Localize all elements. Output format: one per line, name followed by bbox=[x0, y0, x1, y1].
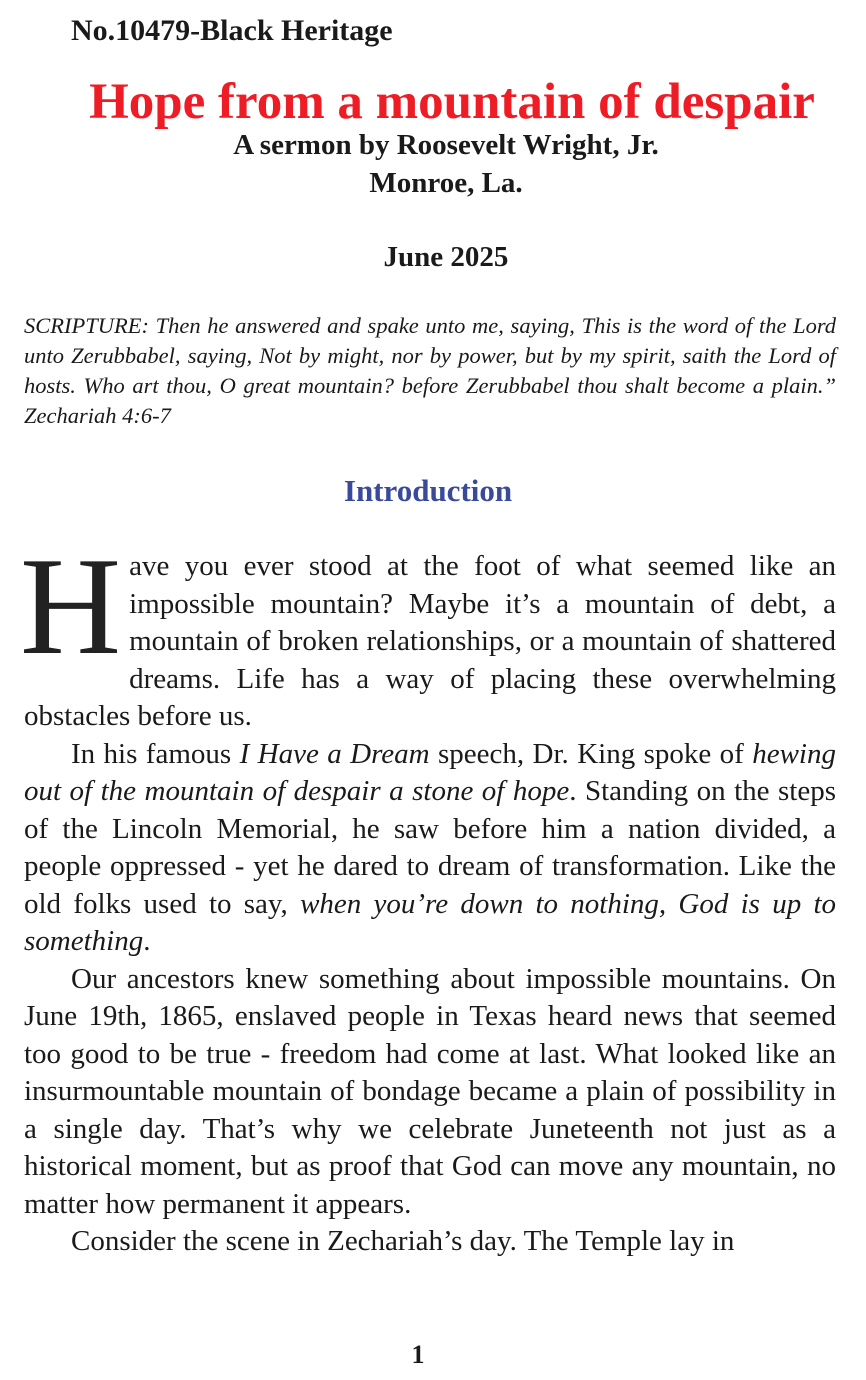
series-number: No.10479-Black Heritage bbox=[71, 14, 393, 47]
byline: A sermon by Roosevelt Wright, Jr. bbox=[233, 129, 659, 161]
quotation: hewing out of the mountain of despair a stone of hope bbox=[24, 737, 836, 807]
paragraph bbox=[24, 961, 836, 1224]
date: June 2025 bbox=[383, 241, 509, 273]
paragraph-text: speech, Dr. King spoke of bbox=[429, 737, 753, 770]
paragraph-text: Consider the scene in Zechariah’s day. The Temple lay in bbox=[71, 1225, 735, 1257]
location: Monroe, La. bbox=[369, 167, 523, 199]
paragraph-text: . bbox=[143, 925, 151, 957]
paragraph bbox=[24, 1223, 836, 1261]
scripture-passage: SCRIPTURE: Then he answered and spake unto me, saying, This is the word of the Lord unto Zerubbabel, saying, Not by might, nor by power, but by my spirit, saith the Lord of hosts. Who art thou, O great mountain? before Zerubbabel thou shalt become a plain.” Zechariah 4:6-7 bbox=[24, 313, 836, 428]
paragraph-text: Our ancestors knew something about impossible mountains. On June 19th, 1865, enslaved people in Texas heard news that seemed too good to be true - freedom had come at last. What looked like an insurmountable mountain of bondage became a plain of possibility in a single day. That’s why we celebrate Juneteenth not just as a historical moment, but as proof that God can move any mountain, no matter how permanent it appears. bbox=[24, 962, 836, 1220]
paragraph bbox=[24, 736, 836, 961]
paragraph-text: In his famous bbox=[71, 737, 240, 770]
section-heading: Introduction bbox=[343, 473, 513, 508]
saying: when you’re down to nothing, God is up to something bbox=[24, 887, 837, 957]
document-page bbox=[20, 0, 837, 1380]
paragraph bbox=[20, 529, 836, 736]
drop-cap: H bbox=[20, 529, 122, 684]
paragraph-text: . Standing on the steps of the Lincoln Memorial, he saw before him a nation divided, a people oppressed - yet he dared to dream of transformation. Like the old folks used to say, bbox=[24, 775, 836, 920]
sermon-title: Hope from a mountain of despair bbox=[89, 74, 815, 130]
speech-title: I Have a Dream bbox=[239, 737, 430, 770]
page-number: 1 bbox=[411, 1340, 425, 1369]
paragraph-text: ave you ever stood at the foot of what seemed like an impossible mountain? Maybe it’s a mountain of debt, a mountain of broken relationships, or a mountain of shattered dreams. Life has a way of placing these overwhelming obstacles before us. bbox=[24, 550, 836, 732]
sermon-body bbox=[20, 529, 837, 1261]
